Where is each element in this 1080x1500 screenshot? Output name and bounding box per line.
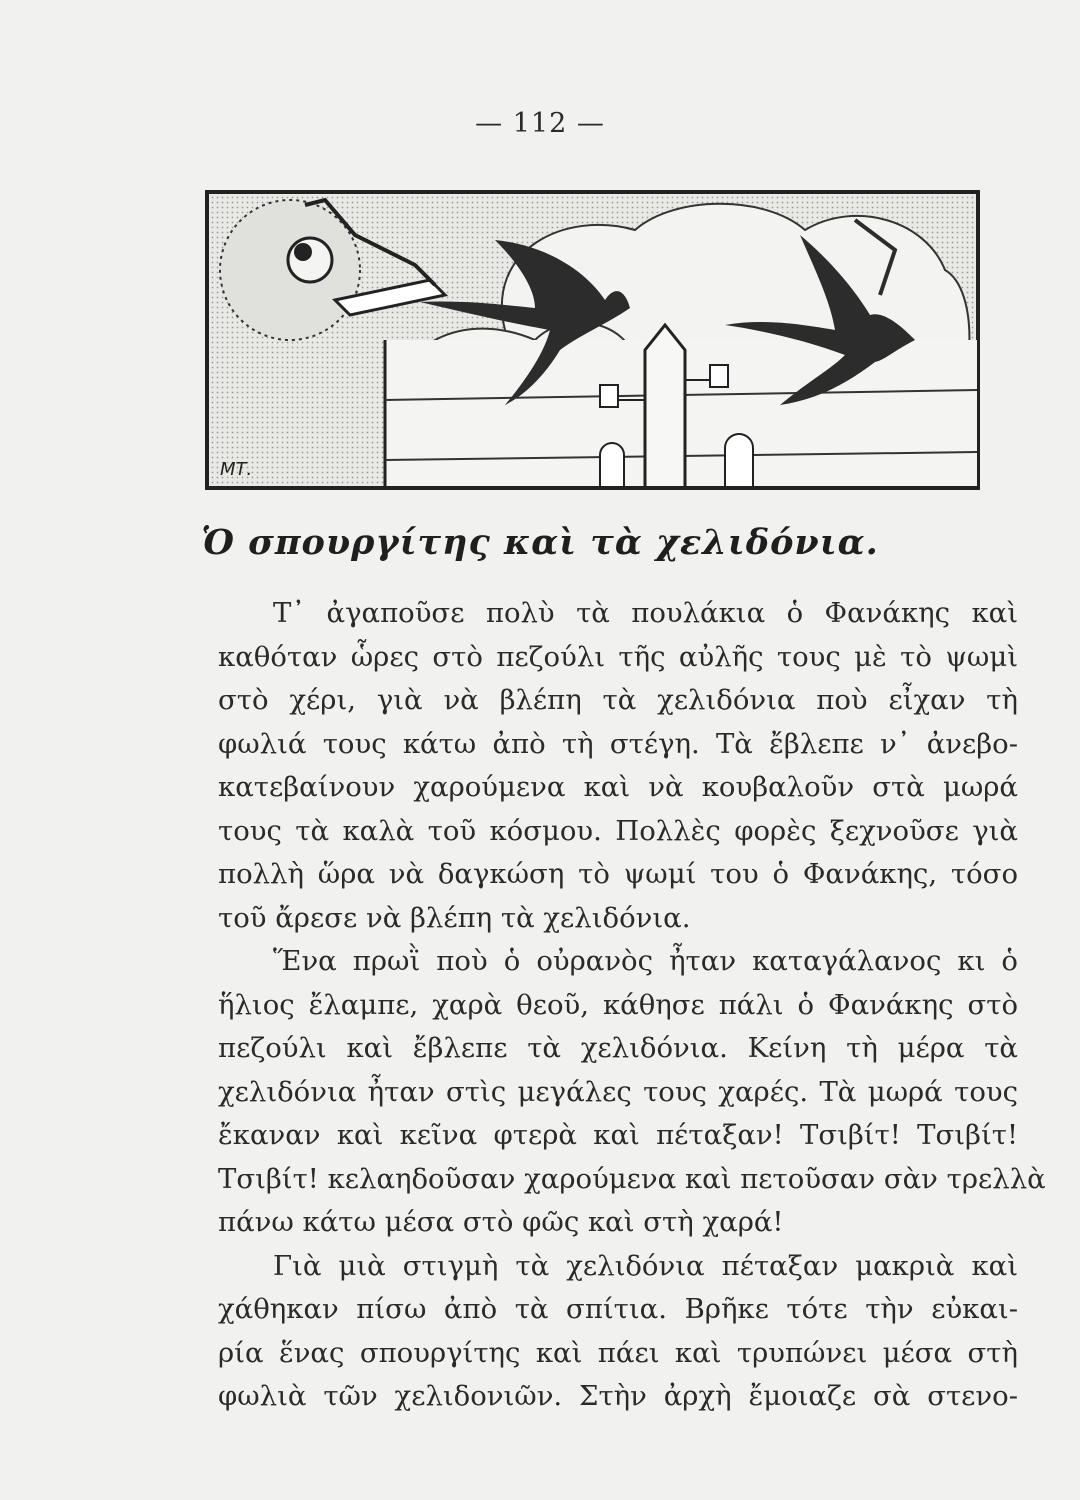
text-line: χελιδόνια ἦταν στὶς μεγάλες τους χαρές. Τὰ μωρά τους	[218, 1075, 1018, 1108]
text-line: ἥλιος ἔλαμπε, χαρὰ θεοῦ, κάθησε πάλι ὁ Φανάκης στὸ	[218, 988, 1018, 1021]
paragraph	[218, 1245, 1018, 1419]
chapter-title: Ὁ σπουργίτης καὶ τὰ χελιδόνια.	[201, 522, 879, 563]
text-line: ρία ἕνας σπουργίτης καὶ πάει καὶ τρυπώνει μέσα στὴ	[218, 1336, 1018, 1369]
text-line: φωλιά τους κάτω ἀπὸ τὴ στέγη. Τὰ ἔβλεπε ν᾽ ἀνεβο-	[218, 727, 1018, 760]
text-line: Ἕνα πρωῒ ποὺ ὁ οὐρανὸς ἦταν καταγάλανος κι ὁ	[273, 945, 1018, 977]
text-line: πεζούλι καὶ ἔβλεπε τὰ χελιδόνια. Κείνη τὴ μέρα τὰ	[218, 1032, 1018, 1064]
text-line: Τ᾽ ἀγαποῦσε πολὺ τὰ πουλάκια ὁ Φανάκης καὶ	[273, 597, 1018, 629]
text-line: χάθηκαν πίσω ἀπὸ τὰ σπίτια. Βρῆκε τότε τὴν εὐκαι-	[218, 1293, 1018, 1325]
text-line: καθόταν ὧρες στὸ πεζούλι τῆς αὐλῆς τους μὲ τὸ ψωμὶ	[218, 640, 1018, 673]
text-line: ἔκαναν καὶ κεῖνα φτερὰ καὶ πέταξαν! Τσιβίτ! Τσιβίτ!	[218, 1119, 1018, 1151]
text-line: τους τὰ καλὰ τοῦ κόσμου. Πολλὲς φορὲς ξεχνοῦσε γιὰ	[218, 814, 1018, 847]
text-line: τοῦ ἄρεσε νὰ βλέπη τὰ χελιδόνια.	[218, 901, 691, 934]
text-line: κατεβαίνουν χαρούμενα καὶ νὰ κουβαλοῦν στὰ μωρά	[218, 771, 1018, 803]
illustrator-signature: ΜΤ.	[220, 459, 253, 480]
body-text	[218, 592, 1046, 1419]
telegraph-pole	[645, 325, 685, 486]
swallows-illustration	[205, 190, 980, 490]
text-line: πολλὴ ὥρα νὰ δαγκώση τὸ ψωμί του ὁ Φανάκης, τόσο	[218, 858, 1018, 890]
paragraph	[218, 592, 1018, 940]
text-line: πάνω κάτω μέσα στὸ φῶς καὶ στὴ χαρά!	[218, 1206, 784, 1238]
text-line: Γιὰ μιὰ στιγμὴ τὰ χελιδόνια πέταξαν μακριὰ καὶ	[273, 1249, 1018, 1282]
text-line: στὸ χέρι, γιὰ νὰ βλέπη τὰ χελιδόνια ποὺ εἶχαν τὴ	[218, 684, 1018, 716]
bird-head	[288, 238, 332, 282]
text-line: Τσιβίτ! κελαηδοῦσαν χαρούμενα καὶ πετοῦσαν σὰν τρελλὰ	[218, 1162, 1046, 1195]
text-line: φωλιὰ τῶν χελιδονιῶν. Στὴν ἀρχὴ ἔμοιαζε σὰ στενο-	[218, 1380, 1018, 1412]
page-number: — 112 —	[475, 108, 605, 139]
paragraph	[218, 940, 1046, 1245]
